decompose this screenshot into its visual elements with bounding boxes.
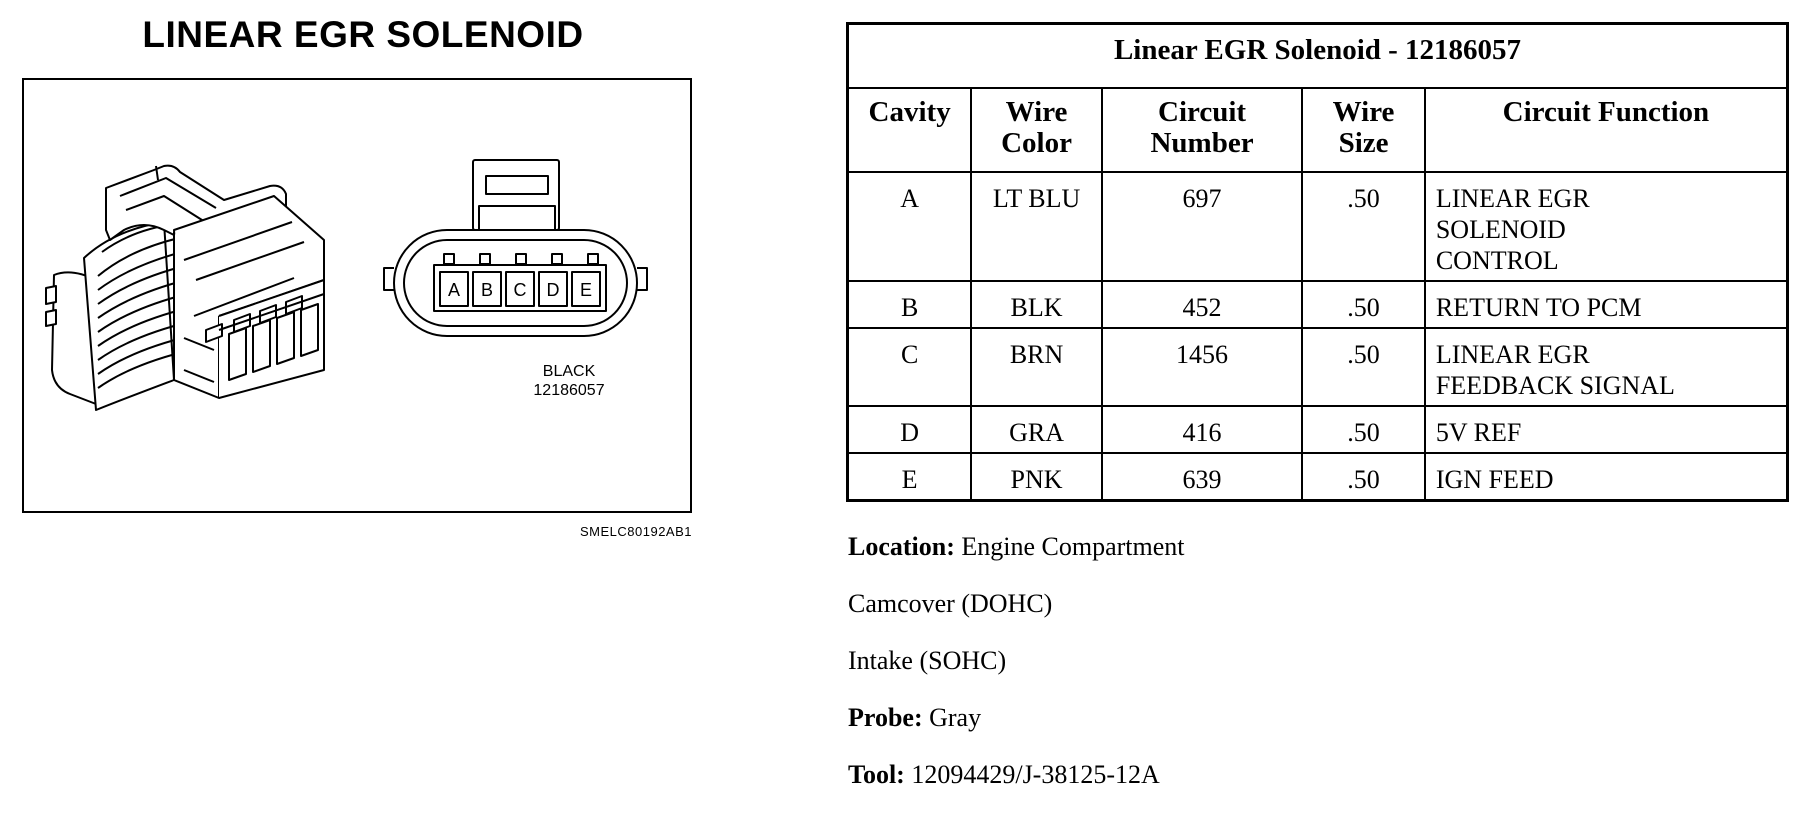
cell-wire-color: LT BLU — [971, 172, 1102, 281]
connector-color-label: BLACK — [542, 363, 596, 380]
cavity-label-b: B — [480, 280, 494, 300]
connector-face-view — [384, 160, 647, 336]
connector-title: LINEAR EGR SOLENOID — [142, 14, 584, 55]
location-note — [848, 532, 1185, 589]
cavity-label-a: A — [447, 280, 461, 300]
connector-drawing — [24, 80, 692, 513]
figure-id: SMELC80192AB1 — [579, 524, 692, 539]
probe-value: Gray — [929, 703, 982, 732]
cell-cavity: C — [848, 328, 972, 406]
cell-wire-size: .50 — [1302, 328, 1425, 406]
cell-circuit-function: 5V REF — [1425, 406, 1788, 453]
cell-wire-size: .50 — [1302, 281, 1425, 328]
cell-circuit-number: 697 — [1102, 172, 1302, 281]
connector-caption — [494, 362, 644, 400]
probe-label: Probe: — [848, 703, 923, 732]
table-row — [848, 281, 1788, 328]
cell-wire-color: GRA — [971, 406, 1102, 453]
cavity-label-c: C — [513, 280, 527, 300]
table-row — [848, 406, 1788, 453]
cell-circuit-function: IGN FEED — [1425, 453, 1788, 501]
cell-circuit-number: 639 — [1102, 453, 1302, 501]
cell-wire-color: PNK — [971, 453, 1102, 501]
table-row — [848, 328, 1788, 406]
cell-wire-size: .50 — [1302, 172, 1425, 281]
header-cavity: Cavity — [848, 88, 972, 172]
tool-note — [848, 760, 1185, 817]
cell-circuit-function: LINEAR EGR FEEDBACK SIGNAL — [1425, 328, 1788, 406]
header-circuit-number: Circuit Number — [1102, 88, 1302, 172]
cell-cavity: D — [848, 406, 972, 453]
cell-wire-size: .50 — [1302, 406, 1425, 453]
connector-part-number: 12186057 — [533, 382, 605, 399]
cell-cavity: E — [848, 453, 972, 501]
cell-wire-color: BLK — [971, 281, 1102, 328]
cell-circuit-number: 452 — [1102, 281, 1302, 328]
pinout-table — [846, 22, 1789, 502]
connector-illustration — [22, 78, 692, 513]
header-circuit-function: Circuit Function — [1425, 88, 1788, 172]
notes-section — [848, 532, 1185, 817]
connector-side-view — [46, 166, 324, 410]
cell-circuit-number: 416 — [1102, 406, 1302, 453]
location-label: Location: — [848, 532, 955, 561]
cell-circuit-function: LINEAR EGR SOLENOID CONTROL — [1425, 172, 1788, 281]
location-value: Engine Compartment — [961, 532, 1185, 561]
cell-cavity: A — [848, 172, 972, 281]
table-title: Linear EGR Solenoid - 12186057 — [848, 24, 1788, 89]
cell-circuit-function: RETURN TO PCM — [1425, 281, 1788, 328]
table-header-row — [848, 88, 1788, 172]
camcover-note: Camcover (DOHC) — [848, 589, 1053, 618]
cell-wire-size: .50 — [1302, 453, 1425, 501]
cavity-label-d: D — [546, 280, 560, 300]
cell-circuit-number: 1456 — [1102, 328, 1302, 406]
probe-note — [848, 703, 1185, 760]
table-row — [848, 453, 1788, 501]
table-row — [848, 172, 1788, 281]
cell-cavity: B — [848, 281, 972, 328]
cell-wire-color: BRN — [971, 328, 1102, 406]
header-wire-color: Wire Color — [971, 88, 1102, 172]
cavity-label-e: E — [579, 280, 593, 300]
header-wire-size: Wire Size — [1302, 88, 1425, 172]
intake-note: Intake (SOHC) — [848, 646, 1007, 675]
tool-value: 12094429/J-38125-12A — [911, 760, 1160, 789]
tool-label: Tool: — [848, 760, 905, 789]
